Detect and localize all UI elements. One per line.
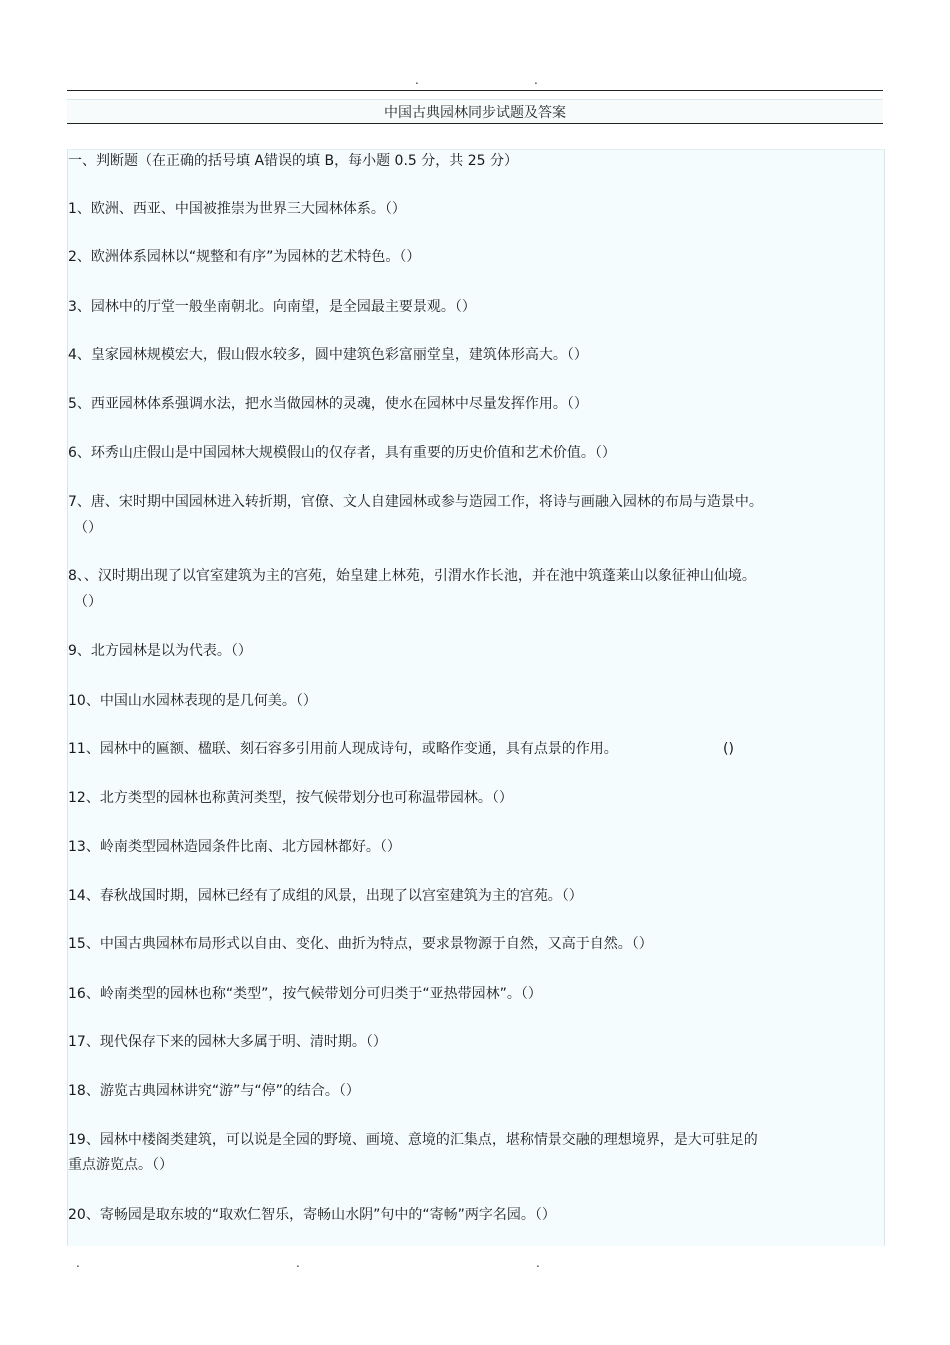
question-11: 11、园林中的匾额、楹联、刻石容多引用前人现成诗句，或略作变通，具有点景的作用。	[68, 741, 618, 757]
header-rule-bottom	[67, 123, 883, 124]
question-18: 18、游览古典园林讲究“游”与“停”的结合。（）	[68, 1083, 360, 1099]
question-8: 8、、汉时期出现了以官室建筑为主的宫苑，始皇建上林苑，引渭水作长池，并在池中筑蓬莱山以象征神山仙境。	[68, 568, 756, 584]
question-4: 4、皇家园林规模宏大，假山假水较多，圆中建筑色彩富丽堂皇，建筑体形高大。（）	[68, 347, 588, 363]
question-12: 12、北方类型的园林也称黄河类型，按气候带划分也可称温带园林。（）	[68, 790, 513, 806]
question-2: 2、欧洲体系园林以“规整和有序”为园林的艺术特色。（）	[68, 249, 421, 265]
question-13: 13、岭南类型园林造园条件比南、北方园林都好。（）	[68, 839, 401, 855]
question-8-answer-paren: （）	[74, 594, 102, 610]
page-title: 中国古典园林同步试题及答案	[384, 105, 566, 121]
header-dot-left: .	[415, 73, 419, 87]
question-17: 17、现代保存下来的园林大多属于明、清时期。（）	[68, 1034, 387, 1050]
question-6: 6、环秀山庄假山是中国园林大规模假山的仅存者，具有重要的历史价值和艺术价值。（）	[68, 445, 616, 461]
page-title-box	[67, 99, 883, 124]
footer-dot-middle: .	[296, 1256, 300, 1270]
question-16: 16、岭南类型的园林也称“类型”，按气候带划分可归类于“亚热带园林”。（）	[68, 986, 542, 1002]
question-1: 1、欧洲、西亚、中国被推崇为世界三大园林体系。（）	[68, 201, 406, 217]
footer-dot-left: .	[76, 1256, 80, 1270]
header-rule-top	[67, 90, 883, 91]
question-11-answer-paren: ()	[723, 741, 734, 757]
question-14: 14、春秋战国时期，园林已经有了成组的风景，出现了以宫室建筑为主的宫苑。（）	[68, 888, 583, 904]
section-heading: 一、判断题（在正确的括号填 A错误的填 B，每小题 0.5 分，共 25 分）	[68, 153, 518, 169]
header-dot-right: .	[534, 73, 538, 87]
question-9: 9、北方园林是以为代表。（）	[68, 643, 252, 659]
question-15: 15、中国古典园林布局形式以自由、变化、曲折为特点，要求景物源于自然，又高于自然。（）	[68, 936, 653, 952]
question-3: 3、园林中的厅堂一般坐南朝北。向南望，是全园最主要景观。（）	[68, 299, 476, 315]
question-10: 10、中国山水园林表现的是几何美。（）	[68, 693, 317, 709]
question-7-answer-paren: （）	[74, 520, 102, 536]
footer-dot-right: .	[536, 1256, 540, 1270]
question-20: 20、寄畅园是取东坡的“取欢仁智乐，寄畅山水阴”句中的“寄畅”两字名园。（）	[68, 1207, 556, 1223]
question-19: 19、园林中楼阁类建筑，可以说是全园的野境、画境、意境的汇集点，堪称情景交融的理想境界，是大可驻足的	[68, 1132, 758, 1148]
question-19-continuation: 重点游览点。（）	[68, 1157, 173, 1173]
question-5: 5、西亚园林体系强调水法，把水当做园林的灵魂，使水在园林中尽量发挥作用。（）	[68, 396, 588, 412]
question-content	[67, 149, 885, 1246]
question-7: 7、唐、宋时期中国园林进入转折期，官僚、文人自建园林或参与造园工作，将诗与画融入园林的布局与造景中。	[68, 494, 763, 510]
